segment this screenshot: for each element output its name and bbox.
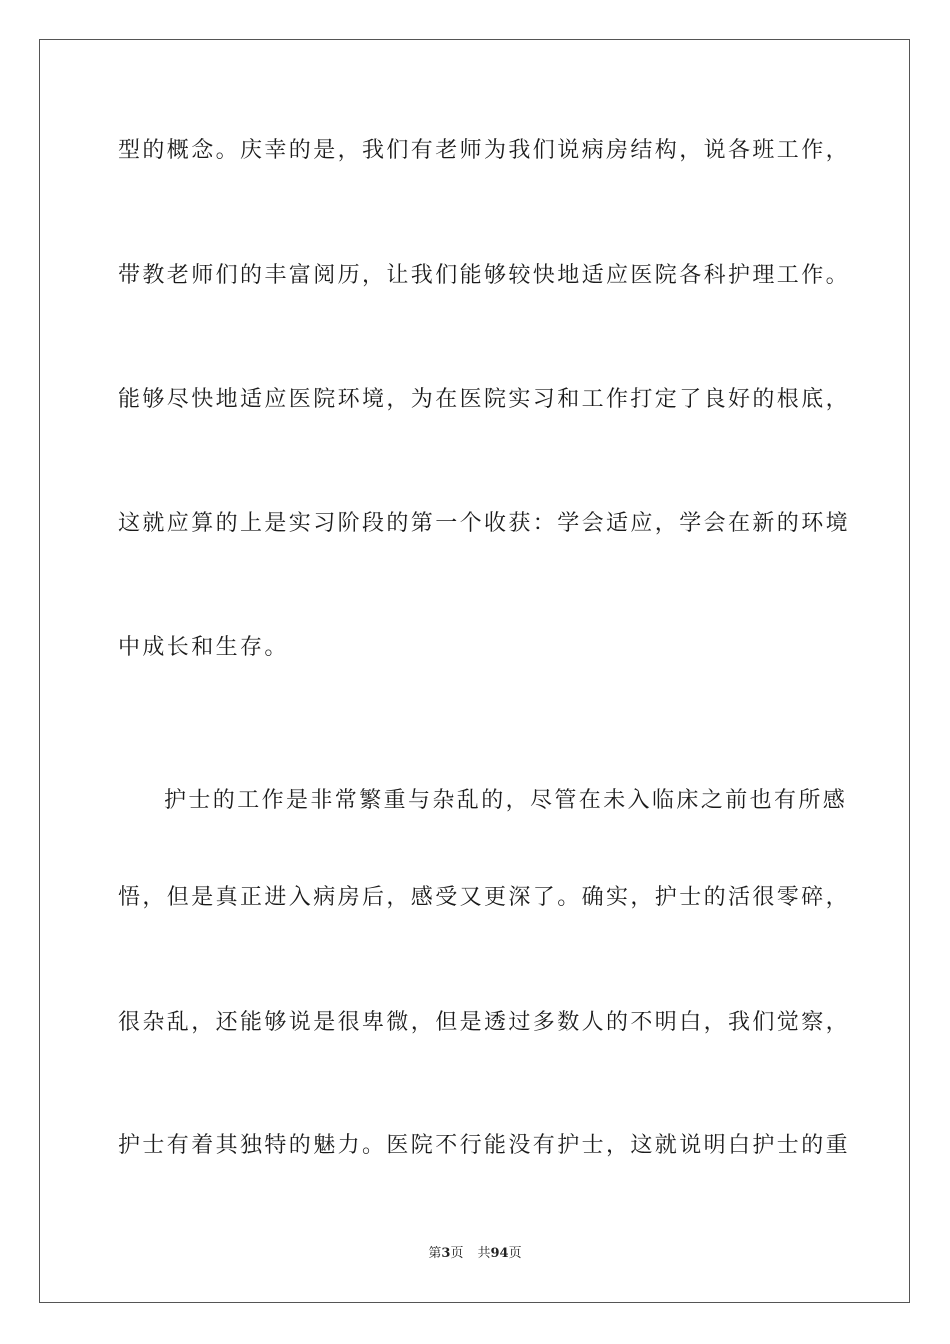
page-footer bbox=[0, 1245, 950, 1263]
body-line-7: 悟，但是真正进入病房后，感受又更深了。确实，护士的活很零碎， bbox=[118, 885, 851, 910]
body-line-3: 能够尽快地适应医院环境，为在医院实习和工作打定了良好的根底， bbox=[118, 387, 851, 412]
body-line-1: 型的概念。庆幸的是，我们有老师为我们说病房结构，说各班工作， bbox=[118, 138, 851, 163]
footer-total-prefix: 共 bbox=[477, 1246, 491, 1261]
footer-page-number: 3 bbox=[441, 1246, 451, 1261]
body-line-9: 护士有着其独特的魅力。医院不行能没有护士，这就说明白护士的重 bbox=[118, 1133, 851, 1158]
body-line-8: 很杂乱，还能够说是很卑微，但是透过多数人的不明白，我们觉察， bbox=[118, 1010, 851, 1035]
footer-page-suffix: 页 bbox=[450, 1246, 464, 1261]
body-line-5: 中成长和生存。 bbox=[118, 635, 289, 660]
footer-total-number: 94 bbox=[490, 1246, 509, 1261]
footer-page-prefix: 第 bbox=[428, 1246, 442, 1261]
body-line-4: 这就应算的上是实习阶段的第一个收获：学会适应，学会在新的环境 bbox=[118, 511, 851, 536]
body-line-2: 带教老师们的丰富阅历，让我们能够较快地适应医院各科护理工作。 bbox=[118, 263, 851, 288]
page-border bbox=[39, 39, 910, 1303]
footer-total-suffix: 页 bbox=[508, 1246, 522, 1261]
body-line-6-paragraph-start: 护士的工作是非常繁重与杂乱的，尽管在未入临床之前也有所感 bbox=[164, 788, 848, 813]
